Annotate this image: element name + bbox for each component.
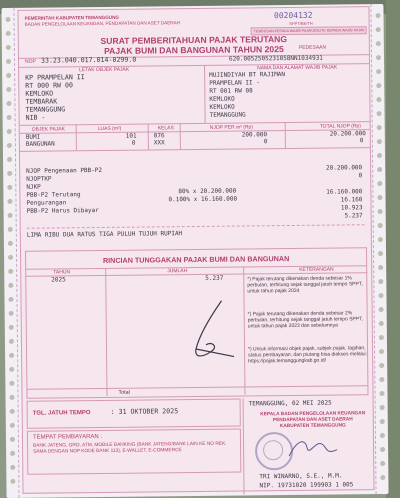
table-row-1-njop: 200.000	[241, 131, 268, 139]
payment-label: TEMPAT PEMBAYARAN :	[32, 433, 103, 441]
taxpayer-line-2: PRAMPELAN II -	[209, 79, 260, 87]
taxpayer-line-3: RT 001 RW 08	[209, 87, 253, 95]
calc-label-pengurangan: Pengurangan	[26, 199, 67, 207]
calc-terutang-formula: 0.100% x 16.160.000	[168, 195, 238, 204]
col-object: OBJEK PAJAK	[31, 126, 66, 133]
object-location-label: LETAK OBJEK PAJAK	[79, 66, 130, 74]
arrears-amount: 5.237	[205, 274, 224, 282]
object-line-1: KP PRAMPELAN II	[25, 73, 85, 82]
arrears-year: 2025	[51, 276, 66, 284]
background-strip-right	[386, 0, 400, 498]
table-row-2-class: XXX	[153, 139, 165, 147]
tax-form	[17, 6, 374, 494]
department-name: BADAN PENGELOLAAN KEUANGAN, PENDAPATAN DAN ASET DAERAH	[24, 20, 181, 27]
taxpayer-line-6: TEMANGGUNG	[209, 111, 246, 119]
calc-value-njop: 20.200.000	[325, 164, 363, 172]
due-date-value: : 31 OKTOBER 2025	[110, 407, 179, 416]
tax-notice-paper	[1, 4, 388, 498]
calc-label-njkp: NJKP	[26, 183, 41, 191]
sign-role-line-2: PENDAPATAN DAN ASET DAERAH	[272, 417, 353, 424]
arrears-note-3: *) Untuk informasi objek pajak, subjek pajak, tagihan, status pembayaran, dan piutang bisa diakses melalui: https://pajak.temanggungkab.go.id/	[248, 345, 368, 365]
col-amount: JUMLAH	[167, 268, 188, 275]
calc-njkp-formula: 80% x 20.200.000	[178, 187, 237, 196]
table-row-2-total: 0	[359, 137, 364, 145]
arrears-note-2: *) Pajak terutang dikenakan denda sebesar 2% perbulan, terhitung sejak tanggal jatuh tempo SPPT, untuk tahun pajak 2023 dan sebelumnya	[247, 310, 364, 330]
title-note: PEDESAAN	[298, 44, 327, 51]
calc-label-njop: NJOP Pengenaan PBB-P2	[26, 166, 103, 175]
tractor-strip-left	[1, 8, 19, 498]
title-line-2: PAJAK BUMI DAN BANGUNAN TAHUN 2025	[104, 44, 284, 56]
col-class: KELAS	[157, 125, 174, 132]
table-row-2-njop: 0	[263, 138, 268, 146]
calc-value-total: 5.237	[344, 212, 363, 220]
copy-label: TEMBUSAN KEPADA WAJIB PAJAK/ESUTE KEPADA WAJIB PAJAK	[253, 28, 365, 34]
table-row-1-total: 20.200.000	[329, 130, 366, 138]
arrears-note-1: *) Pajak terutang dikenakan denda sebesar 1% perbulan, terhitung sejak tanggal jatuh tempo SPPT, untuk tahun pajak 2024	[247, 275, 363, 295]
payment-text: BANK JATENG, GRO, ATM, MOBILE BANKING (BANK JATENG/BANK LAIN KE NO REK. SAMA DENGAN NOP KODE BANK 113), E-WALLET, E-COMMERCE	[33, 441, 227, 455]
arrears-total-label: Total	[118, 389, 130, 396]
nop-label: NOP	[24, 58, 36, 65]
taxpayer-line-4: KEMLOKO	[209, 95, 235, 103]
pen-scribble	[181, 296, 252, 367]
col-year: TAHUN	[53, 269, 71, 276]
col-notes: KETERANGAN	[299, 266, 334, 273]
agency-name: PEMERINTAH KABUPATEN TEMANGGUNG	[24, 14, 120, 21]
col-area: LUAS (m²)	[97, 125, 122, 133]
calc-label-harus-dibayar: PBB-P2 Harus Dibayar	[26, 207, 99, 215]
calc-value-harus-dibayar: 10.923	[340, 204, 363, 212]
object-line-2: RT 000 RW 00	[25, 81, 73, 90]
calc-label-terutang: PBB-P2 Terutang	[26, 191, 81, 199]
col-total-njop: TOTAL NJOP (Rp)	[319, 123, 361, 130]
object-line-3: KEMLOKO	[25, 89, 54, 98]
table-row-1-area: 101	[125, 132, 137, 140]
sppt-code: SPPT/EE/TH	[289, 20, 313, 27]
table-row-1-object: BUMI	[25, 133, 41, 141]
calc-value-pengurangan: 16.160	[340, 196, 363, 204]
sign-role-line-1: KEPALA BADAN PENGELOLAAN KEUANGAN	[260, 411, 366, 418]
taxpayer-label: NAMA DAN ALAMAT WAJIB PAJAK	[257, 64, 338, 72]
sppt-number: 620.0052505231058NN1034931	[228, 54, 323, 63]
calc-label-njoptkp: NJOPTKP	[26, 175, 52, 183]
object-line-5: TEMANGGUNG	[25, 105, 66, 114]
arrears-title: RINCIAN TUNGGAKAN PAJAK BUMI DAN BANGUNAN	[102, 254, 290, 265]
table-row-2-area: 0	[131, 139, 136, 147]
amount-in-words: LIMA RIBU DUA RATUS TIGA PULUH TUJUH RUPIAH	[26, 230, 183, 239]
sign-name: TRI WINARNO, S.E., M.M.	[259, 472, 343, 481]
calc-value-njoptkp: 0	[358, 172, 363, 180]
sign-role-line-3: KABUPATEN TEMANGGUNG	[279, 423, 346, 430]
title-line-1: SURAT PEMBERITAHUAN PAJAK TERUTANG	[100, 34, 288, 46]
sign-nip: NIP. 19731020 199903 1 005	[259, 481, 354, 490]
serial-number: 00204132	[273, 10, 313, 21]
table-row-1-class: 076	[153, 132, 165, 140]
sign-place-date: TEMANGGUNG, 02 MEI 2025	[248, 399, 332, 408]
nop-value: 33.23.040.017.014-0299.0	[40, 55, 137, 65]
object-line-4: TEMBARAK	[25, 97, 58, 106]
table-row-2-object: BANGUNAN	[25, 140, 55, 148]
taxpayer-line-1: MUJINDIYAH BT RAJIMAN	[209, 71, 286, 79]
object-line-6: NIB -	[25, 113, 46, 122]
col-njop-per-m2: NJOP PER m² (Rp)	[209, 124, 253, 131]
due-date-label: TGL. JATUH TEMPO	[32, 410, 91, 417]
official-signature	[285, 433, 345, 464]
calc-value-terutang: 16.160.000	[326, 188, 363, 196]
taxpayer-line-5: KEMLOKO	[209, 103, 235, 111]
